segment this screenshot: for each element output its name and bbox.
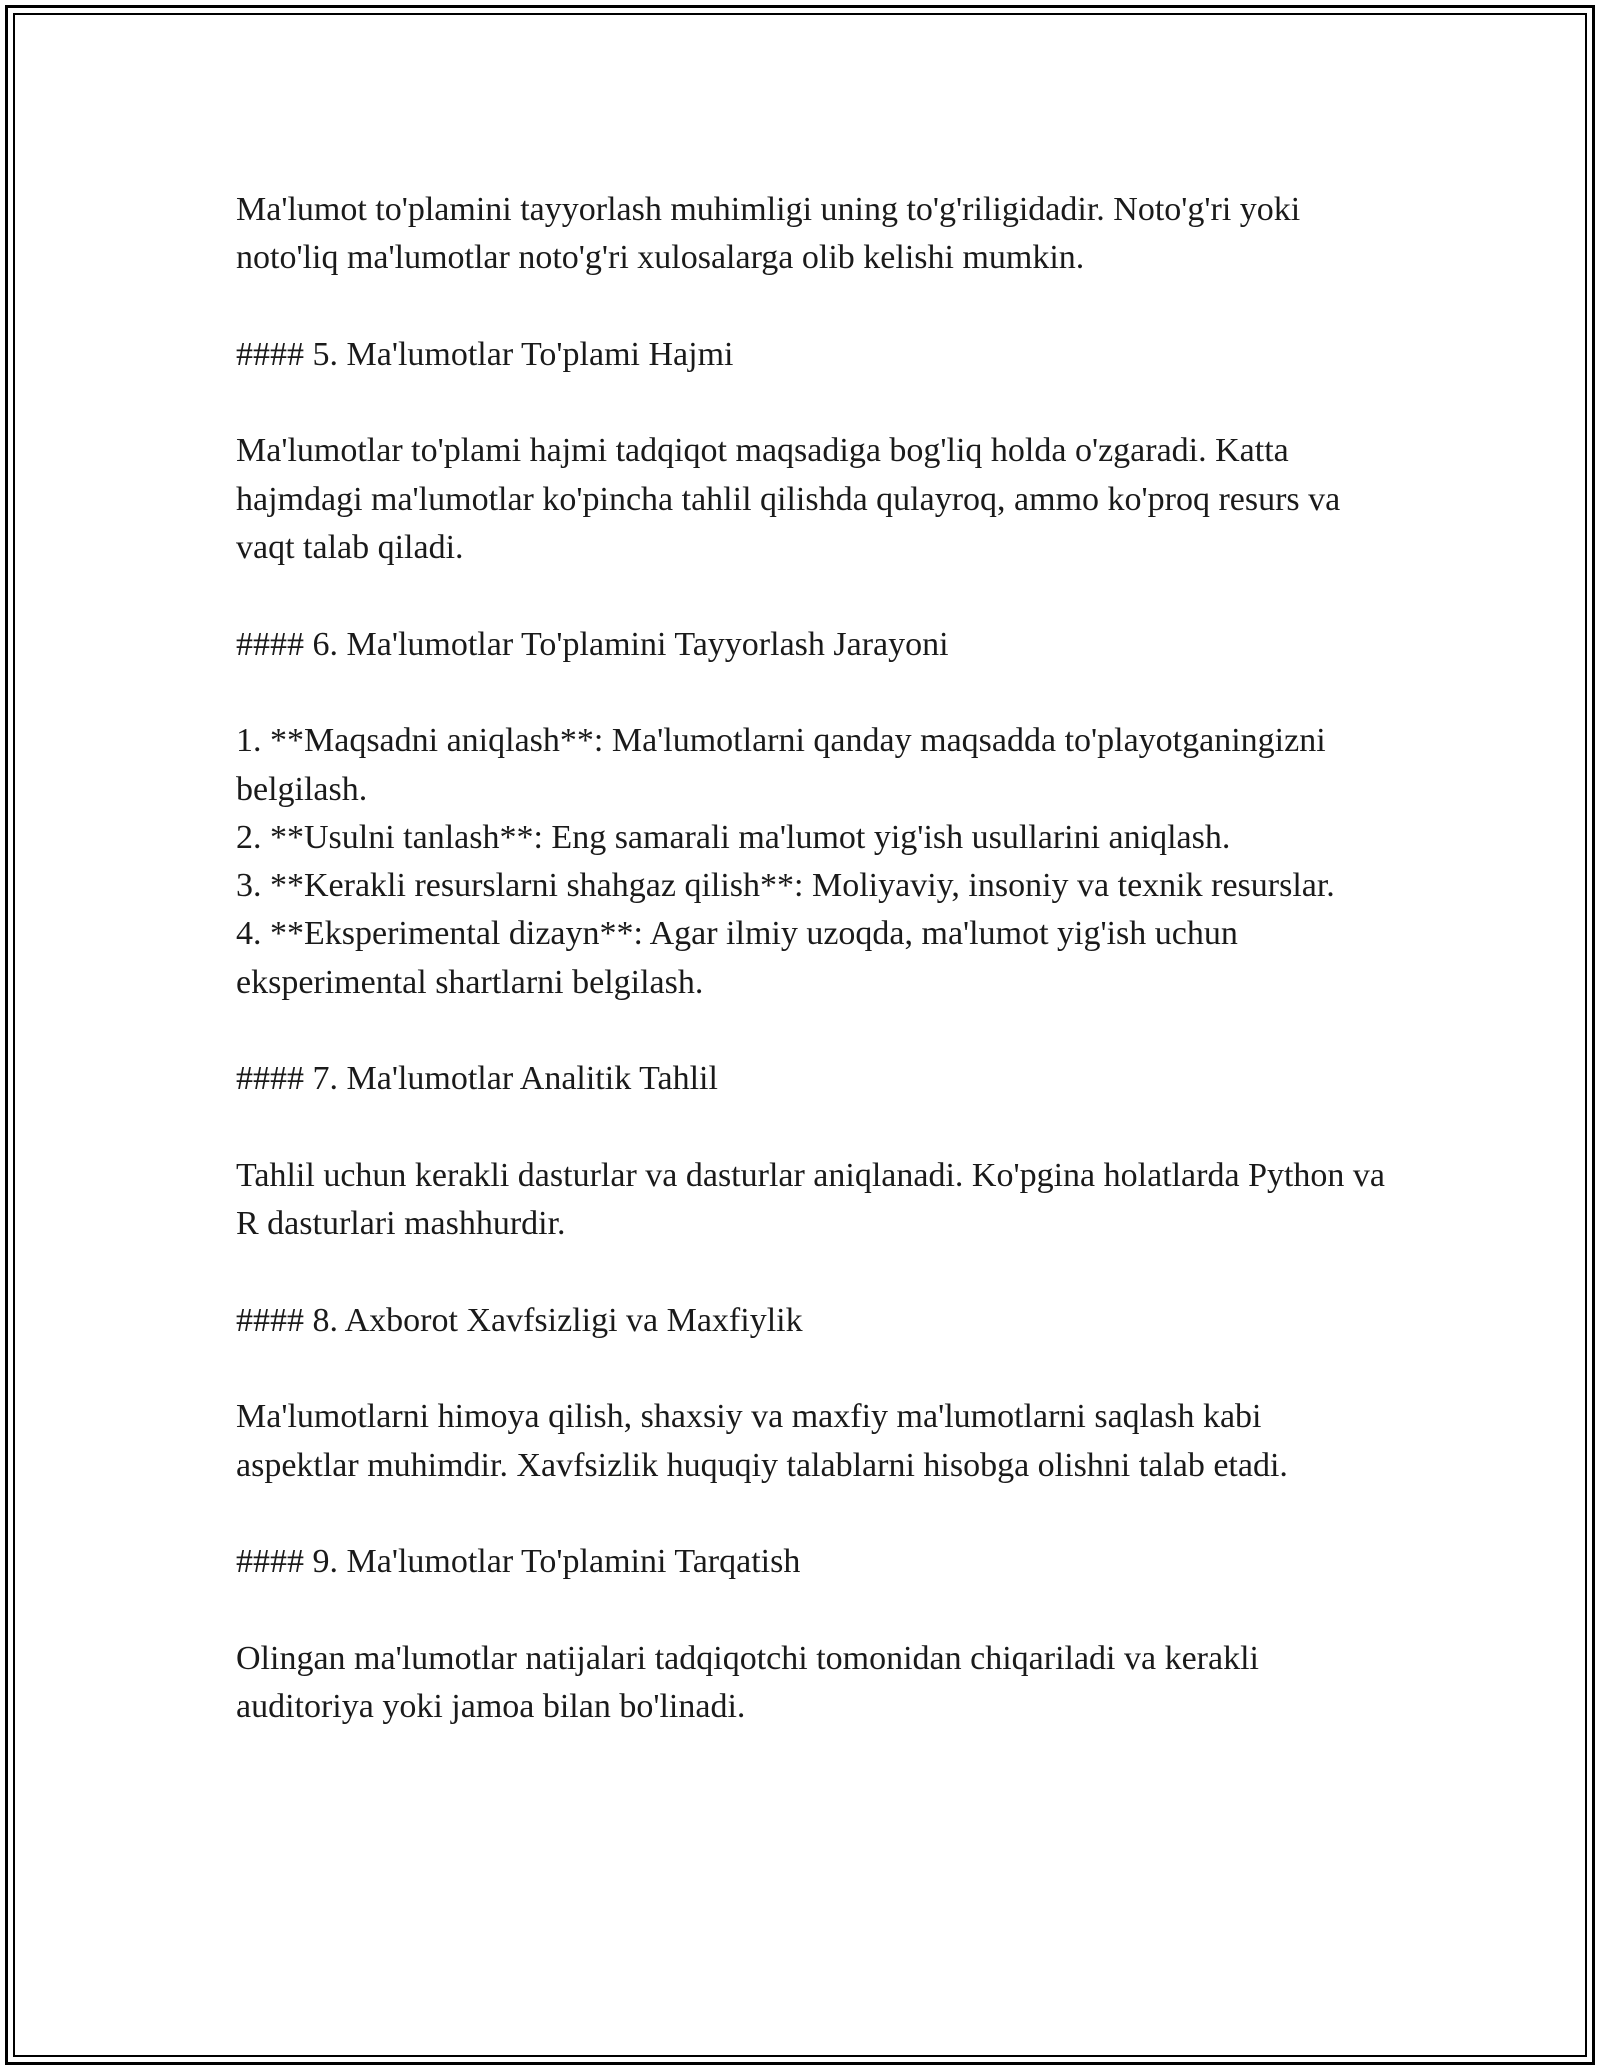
section-9-paragraph: Olingan ma'lumotlar natijalari tadqiqotchi tomonidan chiqariladi va kerakli auditoriya yoki jamoa bilan bo'linadi. [236,1639,1259,1726]
section-8-paragraph: Ma'lumotlarni himoya qilish, shaxsiy va maxfiy ma'lumotlarni saqlash kabi aspektlar muhimdir. Xavfsizlik huquqiy talablarni hisobga olishni talab etadi. [236,1398,1288,1484]
list-item: 1. **Maqsadni aniqlash**: Ma'lumotlarni qanday maqsadda to'playotganingizni belgilash. [236,722,1326,808]
section-7-heading: #### 7. Ma'lumotlar Analitik Tahlil [236,1060,718,1098]
document-body [236,186,1386,1780]
intro-paragraph: Ma'lumot to'plamini tayyorlash muhimligi uning to'g'riligidadir. Noto'g'ri yoki noto'liq ma'lumotlar noto'g'ri xulosalarga olib kelishi mumkin. [236,191,1301,277]
list-item: 2. **Usulni tanlash**: Eng samarali ma'lumot yig'ish usullarini aniqlash. [236,818,1231,856]
section-6-heading: #### 6. Ma'lumotlar To'plamini Tayyorlash Jarayoni [236,625,949,663]
list-item: 4. **Eksperimental dizayn**: Agar ilmiy uzoqda, ma'lumot yig'ish uchun eksperimental shartlarni belgilash. [236,915,1238,1001]
section-5-paragraph: Ma'lumotlar to'plami hajmi tadqiqot maqsadiga bog'liq holda o'zgaradi. Katta hajmdagi ma'lumotlar ko'pincha tahlil qilishda qulayroq, ammo ko'proq resurs va vaqt talab qiladi. [236,432,1341,567]
section-7-paragraph: Tahlil uchun kerakli dasturlar va dasturlar aniqlanadi. Ko'pgina holatlarda Python va R dasturlari mashhurdir. [236,1156,1386,1243]
section-8-heading: #### 8. Axborot Xavfsizligi va Maxfiylik [236,1301,803,1339]
list-item: 3. **Kerakli resurslarni shahgaz qilish**: Moliyaviy, insoniy va texnik resurslar. [236,867,1335,905]
process-steps-list [236,717,1386,1007]
section-5-heading: #### 5. Ma'lumotlar To'plami Hajmi [236,335,734,373]
section-9-heading: #### 9. Ma'lumotlar To'plamini Tarqatish [236,1543,801,1581]
